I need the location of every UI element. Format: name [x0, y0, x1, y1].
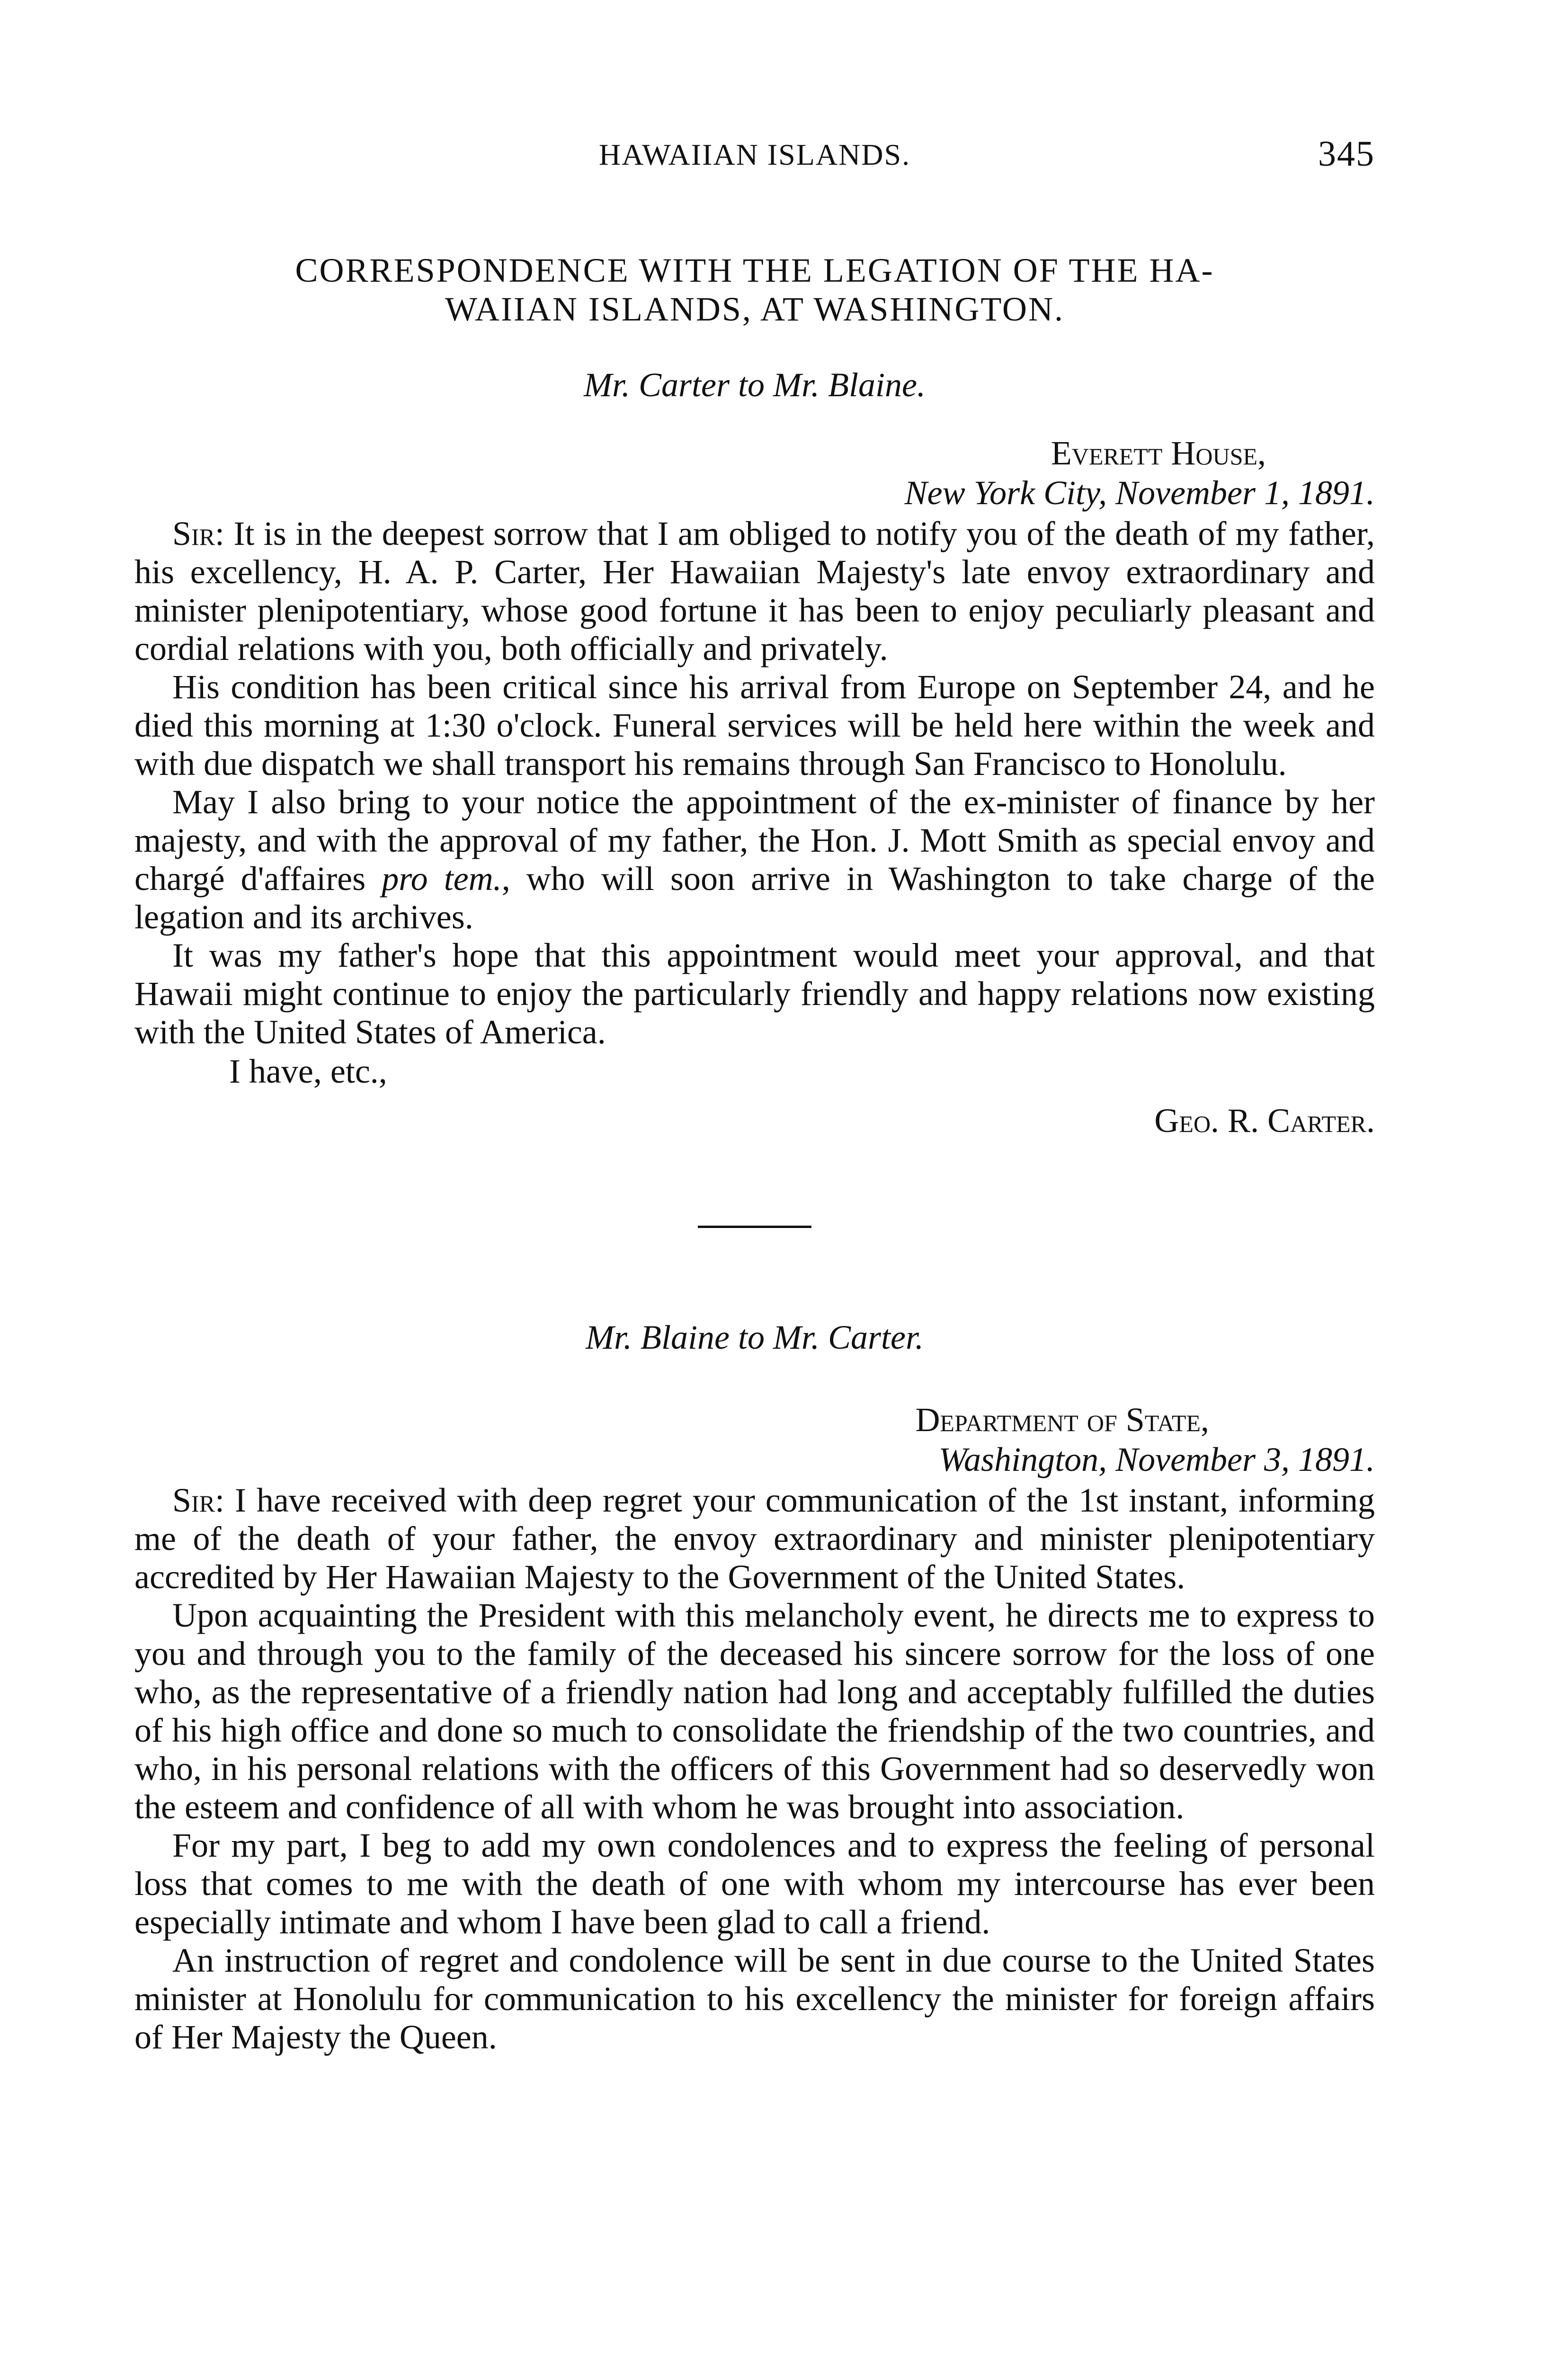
letter-body: [134, 1481, 1375, 2056]
salutation: Sir:: [172, 1481, 225, 1519]
separator-rule: [698, 1226, 811, 1228]
dateline-date: Washington, November 3, 1891.: [938, 1441, 1375, 1478]
paragraph: Upon acquainting the President with this melancholy event, he directs me to express to you and through you to the family of the deceased his sincere sorrow for the loss of one who, as the representative of a friendly nation had long and acceptably fulfilled the duties of his high office and done so much to consolidate the friendship of the two countries, and who, in his personal relations with the officers of this Government had so deservedly won the esteem and confidence of all with whom he was brought into association.: [134, 1596, 1375, 1826]
paragraph: [134, 515, 1375, 668]
letter-blaine-to-carter: [134, 1318, 1375, 2056]
paragraph: [134, 783, 1375, 936]
paragraph: [134, 1481, 1375, 1596]
closing: I have, etc.,: [229, 1052, 387, 1090]
dateline-date: New York City, November 1, 1891.: [904, 474, 1375, 512]
dateline-place: Department of State,: [915, 1401, 1209, 1439]
letter-body: [134, 515, 1375, 1051]
letter-carter-to-blaine: [134, 365, 1375, 1140]
paragraph-text: May I also bring to your notice the appointment of the ex-minister of finance by her majesty, and with the approval of my father, the Hon. J. Mott Smith as special envoy and chargé d'affaires: [134, 783, 1375, 898]
paragraph: An instruction of regret and condolence will be sent in due course to the United States minister at Honolulu for communication to his excellency the minister for foreign affairs of Her Majesty the Queen.: [134, 1941, 1375, 2056]
running-head-title: HAWAIIAN ISLANDS.: [598, 138, 911, 171]
letter-heading: Mr. Blaine to Mr. Carter.: [585, 1318, 924, 1356]
signature: Geo. R. Carter.: [1154, 1102, 1375, 1139]
letter-heading: Mr. Carter to Mr. Blaine.: [583, 366, 926, 404]
section-title: [134, 251, 1375, 329]
dateline-place: Everett House,: [1051, 434, 1266, 472]
page-number: 345: [1318, 134, 1375, 174]
paragraph: For my part, I beg to add my own condolences and to express the feeling of personal loss that comes to me with the death of one with whom my intercourse has ever been especially intimate and whom I have been glad to call a friend.: [134, 1826, 1375, 1941]
section-title-line-2: WAIIAN ISLANDS, AT WASHINGTON.: [445, 290, 1065, 328]
paragraph-text-tail: , who will soon arrive in Washington to take charge of the legation and its archives.: [134, 860, 1375, 936]
italic-phrase: pro tem.: [382, 860, 502, 898]
paragraph-text: I have received with deep regret your communication of the 1st instant, informing me of the death of your father, the envoy extraordinary and minister plenipotentiary accredited by Her Hawaiian Majesty to the Government of the United States.: [134, 1481, 1375, 1596]
section-title-line-1: CORRESPONDENCE WITH THE LEGATION OF THE HA-: [295, 251, 1214, 289]
paragraph: It was my father's hope that this appointment would meet your approval, and that Hawaii might continue to enjoy the particularly friendly and happy relations now existing with the United States of America.: [134, 936, 1375, 1051]
dateline: [134, 433, 1375, 513]
running-head: [134, 134, 1375, 180]
paragraph: His condition has been critical since his arrival from Europe on September 24, and he died this morning at 1:30 o'clock. Funeral services will be held here within the week and with due dispatch we shall transport his remains through San Francisco to Honolulu.: [134, 668, 1375, 783]
dateline: [134, 1400, 1375, 1479]
document-page: [134, 134, 1375, 2056]
paragraph-text: It is in the deepest sorrow that I am obliged to notify you of the death of my father, his excellency, H. A. P. Carter, Her Hawaiian Majesty's late envoy extraordinary and minister plenipotentiary, whose good fortune it has been to enjoy peculiarly pleasant and cordial relations with you, both officially and privately.: [134, 515, 1375, 667]
salutation: Sir:: [172, 515, 225, 552]
